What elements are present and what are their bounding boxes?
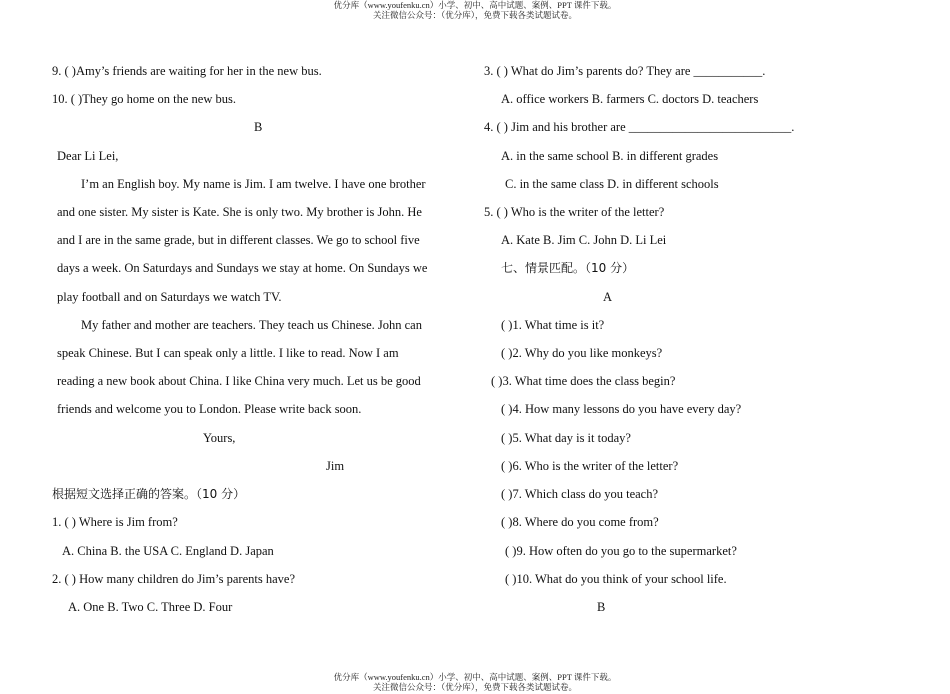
reading-instruction: 根据短文选择正确的答案。（10 分） xyxy=(52,487,246,501)
letter-line: reading a new book about China. I like China very much. Let us be good xyxy=(57,374,421,388)
header-line-1: 优分库（www.youfenku.cn）小学、初中、高中试题、案例、PPT 课件下载。 xyxy=(333,0,617,10)
letter-closing: Yours, xyxy=(203,431,236,445)
page-footer xyxy=(0,672,950,692)
question-10: 10. ( )They go home on the new bus. xyxy=(52,92,236,106)
matching-item: ( )9. How often do you go to the supermarket? xyxy=(505,544,737,558)
question-5-options: A. Kate B. Jim C. John D. Li Lei xyxy=(501,233,667,247)
question-1: 1. ( ) Where is Jim from? xyxy=(52,515,178,529)
matching-item: ( )6. Who is the writer of the letter? xyxy=(501,459,679,473)
question-1-options: A. China B. the USA C. England D. Japan xyxy=(62,544,274,558)
section-a-heading: A xyxy=(603,290,613,304)
letter-line: and I are in the same grade, but in different classes. We go to school five xyxy=(57,233,420,247)
matching-item: ( )5. What day is it today? xyxy=(501,431,631,445)
question-4-options-row-1: A. in the same school B. in different grades xyxy=(501,149,719,163)
letter-line: days a week. On Saturdays and Sundays we stay at home. On Sundays we xyxy=(57,261,428,275)
footer-line-2: 关注微信公众号：（优分库），免费下载各类试题试卷。 xyxy=(372,682,577,692)
question-9: 9. ( )Amy’s friends are waiting for her in the new bus. xyxy=(52,64,322,78)
letter-line: My father and mother are teachers. They teach us Chinese. John can xyxy=(81,318,422,332)
letter-line: speak Chinese. But I can speak only a little. I like to read. Now I am xyxy=(57,346,399,360)
question-4: 4. ( ) Jim and his brother are __________________________. xyxy=(484,120,795,134)
matching-item: ( )1. What time is it? xyxy=(501,318,605,332)
matching-item: ( )2. Why do you like monkeys? xyxy=(501,346,663,360)
letter-line: I’m an English boy. My name is Jim. I am twelve. I have one brother xyxy=(81,177,426,191)
letter-salutation: Dear Li Lei, xyxy=(57,149,119,163)
letter-signature: Jim xyxy=(326,459,345,473)
question-3: 3. ( ) What do Jim’s parents do? They are ___________. xyxy=(484,64,766,78)
matching-item: ( )4. How many lessons do you have every day? xyxy=(501,402,742,416)
matching-item: ( )8. Where do you come from? xyxy=(501,515,659,529)
letter-line: play football and on Saturdays we watch TV. xyxy=(57,290,282,304)
matching-item: ( )3. What time does the class begin? xyxy=(491,374,676,388)
letter-line: friends and welcome you to London. Please write back soon. xyxy=(57,402,362,416)
question-5: 5. ( ) Who is the writer of the letter? xyxy=(484,205,665,219)
question-2-options: A. One B. Two C. Three D. Four xyxy=(68,600,233,614)
letter-line: and one sister. My sister is Kate. She is only two. My brother is John. He xyxy=(57,205,422,219)
page-header xyxy=(0,0,950,20)
header-line-2: 关注微信公众号：（优分库），免费下载各类试题试卷。 xyxy=(372,10,577,20)
matching-item: ( )10. What do you think of your school life. xyxy=(505,572,727,586)
section-7-title: 七、情景匹配。（10 分） xyxy=(501,261,635,275)
footer-line-1: 优分库（www.youfenku.cn）小学、初中、高中试题、案例、PPT 课件下载。 xyxy=(333,672,617,682)
question-3-options: A. office workers B. farmers C. doctors D. teachers xyxy=(501,92,759,106)
question-2: 2. ( ) How many children do Jim’s parents have? xyxy=(52,572,295,586)
matching-item: ( )7. Which class do you teach? xyxy=(501,487,659,501)
question-4-options-row-2: C. in the same class D. in different schools xyxy=(505,177,719,191)
section-b-heading-right: B xyxy=(597,600,606,614)
section-b-heading-left: B xyxy=(254,120,263,134)
